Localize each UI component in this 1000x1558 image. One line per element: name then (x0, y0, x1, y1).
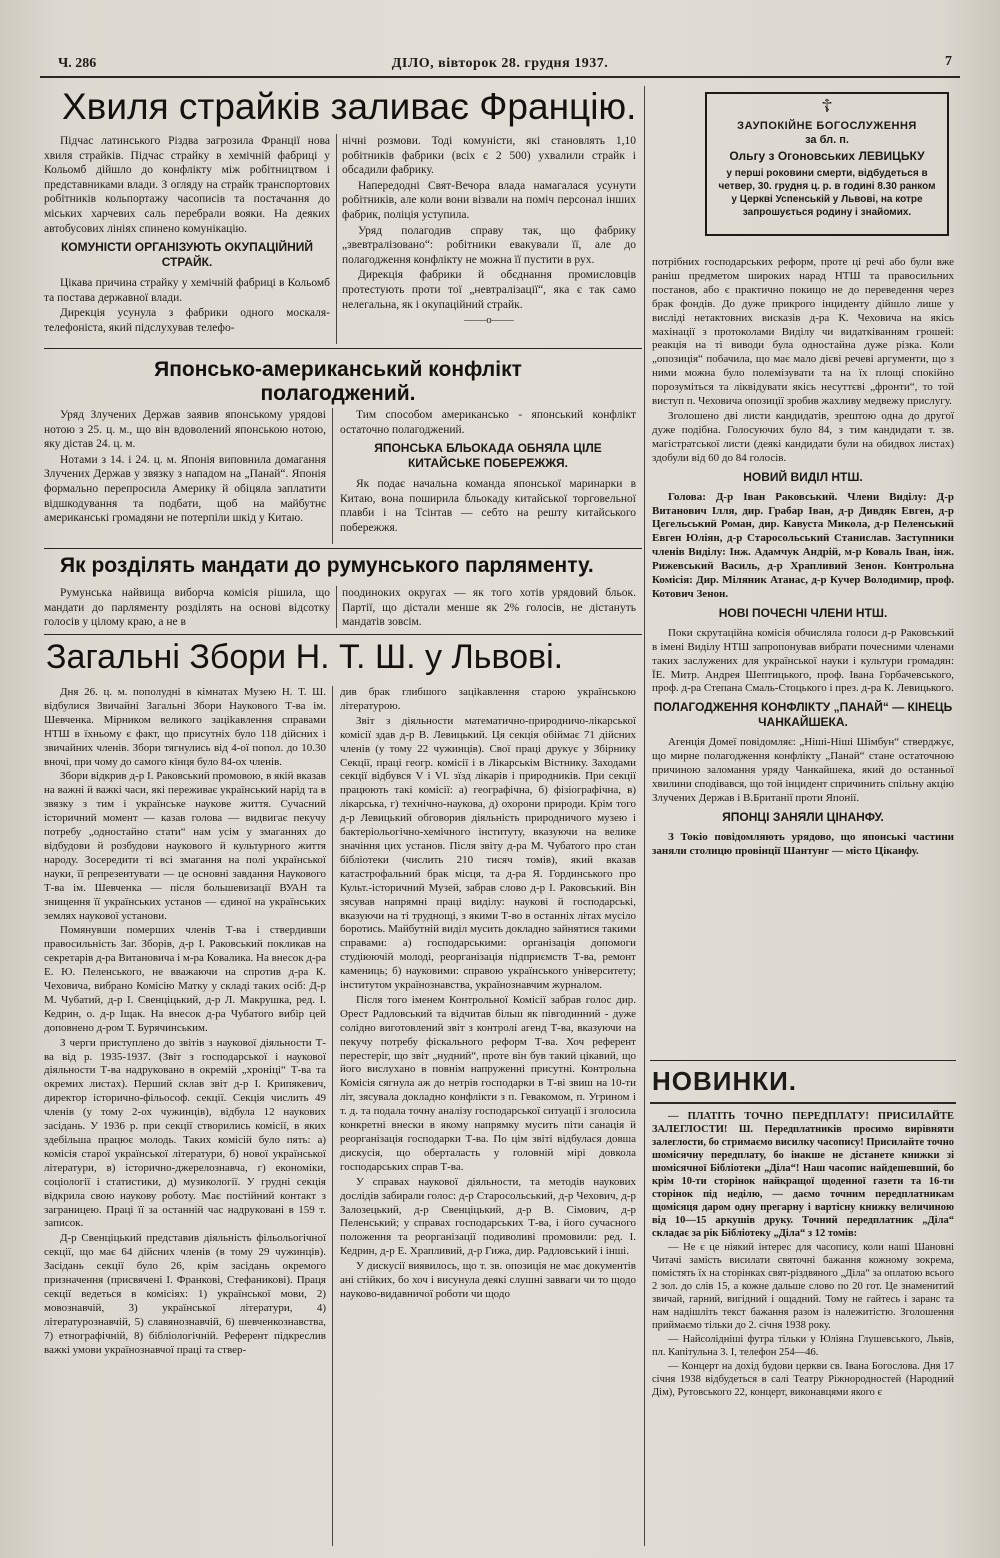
paragraph: Підчас латинського Різдва загрозила Франції нова хвиля страйків. Підчас страйку в хемічній фабриці у Кольомб дійшло до конфлікту між робітництвом і представниками влади. З огляду на страйк транспортових робітників кольпортажу часописів та постачання до міських харчевих саль перебрали вояки. На деяких автобусових лініях спинено комунікацію. (44, 135, 330, 235)
article-column-ntsh-1 (44, 686, 326, 1359)
article-headline-romania: Як розділять мандати до румунського парляменту. (60, 554, 594, 577)
column-divider (332, 686, 333, 1546)
paragraph: Агенція Домеї повідомляє: „Ніші-Ніші Шімбун“ стверджує, що мирне полагодження конфлікту „Панай“ стане остаточною причиною заломання уряду Чанкайшека, який до останньої хвилини сподівався, що той інцидент спричинить спільну акцію Злучених Держав і В.Британії проти Японії. (652, 736, 954, 804)
paragraph: див брак глибшого заціkавлення старою українською літературою. (340, 686, 636, 712)
page-header (40, 54, 960, 76)
page-number: Ч. 286 (58, 56, 97, 71)
paragraph: Тим способом американсько - японський конфлікт остаточно полагоджений. (340, 409, 636, 436)
section-rule (650, 1102, 956, 1104)
paragraph: Помянувши померших членів Т-ва і ствердивши правосильність Заг. Зборів, д-р І. Раковський покликав на секретарів д-ра Витановича і м-ра Ковалика. На внесок д-ра Е. Ю. Пеленського, не вважаючи на спротив д-ра К. Чеховича, вибрано Комісію Матку у складі таких осіб: Д-р М. Чубатий, д-р І. Свенціцький, д-р Л. Макрушка, ред. І. Кедрин, о. д-р Іщак. На внесок д-ра Чубатого вибір цей доповнено д-ром Т. Бурячинським. (44, 924, 326, 1034)
paragraph: — Найсолідніші футра тільки у Юліяна Глушевського, Львів, пл. Капітульна 3. І, телефон 254—46. (652, 1334, 954, 1358)
orthodox-cross-icon: ☦ (821, 96, 833, 116)
paragraph: Д-р Свенціцький представив діяльність фільольогічної секції, що має 64 дійсних членів (в тому 29 чужинців). Засідань секції було 26, крім засідань окремого призначення (присвячені І. Франкові, Стефаникові). Праця секції ведеться в комісіях: 1) української мови, 2) мовознавчій, 3) української літератури, 4) літературознавчій, 5) славянознавчій, 6) шевченкознавства, 7) етнографічній, 8) бібліологічній. Референт підкреслив важкі умови українознавчої праці та ствер- (44, 1232, 326, 1356)
column-divider (336, 134, 337, 344)
notice-line: за бл. п. (805, 134, 849, 146)
news-section-title: НОВИНКИ. (652, 1066, 798, 1096)
column-divider (332, 408, 333, 544)
section-rule (44, 348, 642, 349)
news-column (652, 1110, 954, 1400)
paragraph: У справах наукової діяльности, та методів наукових дослідів забирали голос: д-р Старосольський, д-р Чехович, д-р Залозецький, д-р Свенціцький, д-р В. Сімович, д-р Пеленський; у справах господарських Т-ва, і його сучасного положення та реорганізації подиволиві промовили: ред. І. Кедрин, д-р Е. Храпливий, д-р Гижа, дир. Радловський і інші. (340, 1175, 636, 1258)
paragraph: Голова: Д-р Іван Раковський. Члени Виділу: Д-р Витанович Ілля, дир. Грабар Іван, д-р Дивдяк Евген, д-р Цегельський Роман, дир. Кавуста Микола, д-р Пеленський Евген Юліян, д-р Старосольський Станислав. Заступники членів Виділу: Інж. Адамчук Андрій, м-р Коваль Іван, інж. Рижевський Василь, д-р Храпливий Зенон. Контрольна Комісія: Дир. Міляник Атанас, д-р Кучер Володимир, проф. Котович Зенон. (652, 490, 954, 600)
memorial-notice (705, 92, 949, 236)
paragraph: Збори відкрив д-р І. Раковський промовою, в якій вказав на важні й важкі часи, які переживає український нарід та в звязку з тим і українське наукове життя. Сучасний історичний момент — казав голова — видвигає пекучу потребу „одностайно стати“ нам усім у змаганнях до відбудови й розбудови наукового й культурного життя народу. Зосередити ті всі змагання на полі української науки, її репрезентувати — це основні завдання Наукового Т-ва ім. Шевченка — після большевизації ВУАН та знищення її українських установ — єдиної на українських землях наукової установи. (44, 770, 326, 922)
paragraph: Напередодні Свят-Вечора влада намагалася усунути робітників, але коли вони візвали на поміч персонал інших фабрик, поліція уступила. (342, 179, 636, 221)
article-column-strikes-1 (44, 134, 330, 337)
paragraph: Поки скрутаційна комісія обчисляла голоси д-р Раковський в імені Виділу НТШ запропонував вибрати почесними членами таких заслужених для української науки і культури громадян: ЇЕ. Митр. Андрея Шептицького, проф. Івана Горбачевського, проф. д-ра Степана Смаль-Стоцького і през. д-ра К. Левицького. (652, 626, 954, 695)
paragraph: Цікава причина страйку у хемічній фабриці в Кольомб та постава державної влади. (44, 277, 330, 304)
article-column-romania-2 (342, 586, 636, 631)
paragraph: Звіт з діяльности математично-природничо-лікарської комісії здав д-р В. Левицький. Ця секція обіймає 71 дійсних членів (у тому 22 чужинців). Свої праці друкує у Збірнику Секції, праці геогр. комісії і в Лікарськім Вістнику. Заходами секції відбувся V і VI. зїзд лікарів і природників. При секції працюють такі комісії: а) географічна, б) фізіографічна, в) лікарська, г) технічно-наукова, д) охорони природи. Крім того д-р Левицький обговорив діяльність природничого музею і бактеріольогічно-хемічного інституту, вказуючи на велике значіння цих установ. Після звіту д-ра М. Чубатого про стан бібліотеки (числить 210 тисяч томів), який вказав катастрофальний брак місця, та д-ра Я. Гординського про Культ.-історичний Музей, забрав слово д-р І. Раковський. Він зясував напрямні праці виділу: наукові й господарські, вказуючи на ті труднощі, з якими Т-во в останніх літах мусіло боротись. Майбутній виділ мусить докладно зайнятися такими справами: а) господарськими: організація допомоги студіюючій молоді, реорганізація підприємств Т-ва, ремонт камениць; б) науковими: справою українського університету; інститутом українознавства, українознавчим журналом. (340, 714, 636, 992)
section-separator: ——о—— (464, 314, 514, 327)
paragraph: нічні розмови. Тоді комуністи, які становлять 1,10 робітників фабрики (всіх є 2 500) ухвалили страйк і обсадили фабрику. (342, 135, 636, 177)
subheading-honorary-members: НОВІ ПОЧЕСНІ ЧЛЕНИ НТШ. (718, 605, 888, 620)
notice-name: Ольгу з Огоновських ЛЕВИЦЬКУ (729, 149, 925, 163)
subheading-communists: КОМУНІСТИ ОРГАНІЗУЮТЬ ОКУПАЦІЙНИЙ СТРАЙК. (60, 240, 314, 270)
paragraph: Дня 26. ц. м. пополудні в кімнатах Музею Н. Т. Ш. відбулися Звичайні Загальні Збори Наукового Т-ва ім. Шевченка. Мірником великого заціkавлення справами НТШ в їхньому є факт, що присутніх було 118 дійсних і звичайних членів. Збори тягнулись від 4-ої попол. до 10.30 вночі, при чому до самого кінця було 84-ох членів. (44, 686, 326, 768)
section-rule (650, 1060, 956, 1061)
paragraph: потрібних господарських реформ, проте ці речі або були вже раніш предметом широких нарад НТШ та правосильних постанов, або є практично покищо не до переведення через брак фондів. До дуже прикрого інциденту дійшло лише у висліді нетактовних висказів д-ра К. Чеховича на якісь махінації з протоколами Виділу чи видатківанням грошей: реакція на ті виводи була одностайна дуже різка. Коли „опозиція“ побачила, що має мало дієві речеві аргументи, що з ними можна було полемізувати та на їх площі спокійно порозуміться та ліквідувати якісь несуттєві „фронти“, то той виступ п. Чеховича опозиції зробив жахливу медвежу прислугу. (652, 256, 954, 408)
subheading-new-board: НОВИЙ ВИДІЛ НТШ. (743, 469, 863, 484)
paragraph: Дирекція фабрики й обєднання промисловців протестують проти тої „невтралізації“, яка є так само нелегальна, як і окупаційний страйк. (342, 269, 636, 311)
paragraph: Дирекція усунула з фабрики одного москаля-телефоніста, який підслухував телефо- (44, 307, 330, 334)
paragraph: Нотами з 14. і 24. ц. м. Японія виповнила домагання Злучених Держав у звязку з нападом на „Панай“. Японія формально перепросила Америку й обіцяла заплатити відшкодування та подбати, щоб на майбутнє американські громадяни не потерпіли шкід у Китаю. (44, 453, 326, 525)
article-headline-strikes: Хвиля страйків заливає Францію. (62, 86, 637, 127)
section-rule (44, 634, 642, 635)
article-column-japan-1 (44, 408, 326, 527)
paragraph: — Не є це ніякий інтерес для часопису, коли наші Шановні Читачі замість висилати святочні бажання кожному зокрема, помістять їх на сторінках свят-різдвяного „Діла“ за оплатою всього 2 зол. до слів 15, а кожне дальше слово по 20 гот. Це знаменитий звичай, гарний, вигідний і ощадний. Тому не гайтесь і заранс та нам надішліть текст бажання разом із належитістю. Зголошення приймаємо тільки до 2. січня 1938 року. (652, 1242, 954, 1331)
subheading-tsinanfu: ЯПОНЦІ ЗАНЯЛИ ЦІНАНФУ. (722, 809, 884, 824)
right-column-ntsh-continued (652, 256, 954, 860)
article-column-strikes-2 (342, 134, 636, 328)
article-column-japan-2 (340, 408, 636, 537)
paragraph: З черги приступлено до звітів з наукової діяльности Т-ва від р. 1935-1937. (Звіт з господарської і наукової діяльности Т-ва надруковано в окремій „хроніці“ Т-ва та окремих листах). Перший склав звіт д-р І. Крипякевич, директор історично-фільософ. секції. Секція числить 49 членів (у тому 2-ох чужинців), відбула 12 наукових засідань. У 1936 р. при секції створились комісії, в яких здебільша працює молодь. Таких комісій було пять: а) комісія старої української літератури, б) нової української літератури, в) історично-джерелознавча, г) економіки, соціології і статистики, д) музикології. У грудні секція відкрила свою наукову роботу. Має постійний контакт з заграницею. Праці її за останній час надруковані в 159 т. записок. (44, 1036, 326, 1230)
corner-mark: 7 (945, 54, 952, 69)
subheading-blockade: ЯПОНСЬКА БЛЬОКАДА ОБНЯЛА ЦІЛЕ КИТАЙСЬКЕ ПОБЕРЕЖЖЯ. (374, 441, 602, 471)
header-rule (40, 76, 960, 78)
paragraph: Уряд полагодив справу так, що фабрику „звевтралізовано“: робітники евакували її, але до полагодження конфлікту не можна її пустити в рух. (342, 224, 636, 266)
subheading-panay: ПОЛАГОДЖЕННЯ КОНФЛІКТУ „ПАНАЙ“ — КІНЕЦЬ ЧАНКАЙШЕКА. (653, 700, 953, 730)
paragraph: Зголошено дві листи кандидатів, зрештою одна до другої дуже подібна. Голосуючих було 84, з тим кандидати т. зв. магістратської листи (деякі кандидати були на обидвох листах) здобули від 60 до 84 голосів. (652, 409, 954, 464)
column-divider (336, 586, 337, 628)
paragraph: Румунська найвища виборча комісія рішила, що мандати до парляменту розділять на основі відсотку голосів у цілому краю, а не в (44, 587, 330, 629)
masthead-date: ДІЛО, вівторок 28. грудня 1937. (391, 56, 609, 71)
paragraph: — ПЛАТІТЬ ТОЧНО ПЕРЕДПЛАТУ! ПРИСИЛАЙТЕ ЗАЛЕГЛОСТИ! Ш. Передплатників просимо вирівняти залеглости, бо стримаємо висилку часопису! Присилайте точно шомісячну передплату, бо інакше не дістанете книжки зі шомісячної Бібліотеки „Діла“! Наш часопис найдешевший, бо крім 10-ти сторінок найкращої щоденної газети та 16-ти сторінок під неділю, — даємо точним передплатникам щомісяця даром одну прегарну і вартісну книжку величиною від 10—15 аркушів друку. Точний передплатник „Діла“ складає за рік Бібліотеку „Діла“ з 12 томів: (652, 1111, 954, 1239)
paragraph: Уряд Злучених Держав заявив японському урядові нотою з 25. ц. м., що він вдоволений японською нотою, яку дістав 24. ц. м. (44, 409, 326, 451)
article-column-ntsh-2 (340, 686, 636, 1303)
article-column-romania-1 (44, 586, 330, 631)
paragraph: — Концерт на дохід будови церкви св. Івана Богослова. Дня 17 січня 1938 відбудеться в салі Театру Ріжнородностей (Народний Дім), Рутовського 22, концерт, виконавцями якого є (652, 1361, 954, 1398)
notice-details: у перші роковини смерти, відбудеться в четвер, 30. грудня ц. р. в годині 8.30 ранком у Церкві Успенській у Львові, на котре запрошується родину і знайомих. (718, 168, 936, 218)
section-rule (44, 548, 642, 549)
paragraph: У дискусії виявилось, що т. зв. опозиція не має документів ані стійких, бо хоч і висунула деякі слушні завваги чи то щодо науково-видавничої роботи чи щодо (340, 1260, 636, 1300)
paragraph: Як подає начальна команда японської маринарки в Китаю, вона поширила бльокаду китайської торговельної плавби і на Тсінтав — себто на решту китайського побережжя. (340, 478, 636, 534)
article-headline-japan-usa: Японсько-американський конфлікт полагоджений. (154, 358, 522, 405)
paragraph: З Токіо повідомляють урядово, що японські частини заняли столицю провінції Шантунг — місто Ціканфу. (652, 830, 954, 857)
notice-heading: ЗАУПОКІЙНЕ БОГОСЛУЖЕННЯ (737, 120, 917, 132)
paragraph: поодиноких округах — як того хотів урядовий бльок. Партії, що дістали менше як 2% голосів, не дістануть мандатів зовсім. (342, 587, 636, 629)
paragraph: Після того іменем Контрольної Комісії забрав голос дир. Орест Радловський та відчитав більш як півгодинний - дуже солідно виготовлений звіт з контролі агенд Т-ва, вказуючи на пекучу потребу фіскального реформ Т-ва. Хоч референт перестеріг, що звіт „нудний“, проте він був такий цікавий, що його вислухано в повнім напруженні присутні. Контрольна Комісія сягнула аж до нетрів господарки в Т-ві звиш на 10-ти літ, зясувала докладно конфлікти з п. Гевакомом, п. Угрином і т. д. та подала точну аналізу господарської ситуації і зголосила конкретні внески в якому напрямку мусить піти санація й реорганізація господарки Т-ва. По цім звіті відбулася довша дискусія, що оберталасть у головній мірі довкола господарських справ Т-ва. (340, 993, 636, 1173)
main-column-divider (644, 86, 645, 1546)
article-headline-ntsh: Загальні Збори Н. Т. Ш. у Львові. (46, 638, 564, 676)
